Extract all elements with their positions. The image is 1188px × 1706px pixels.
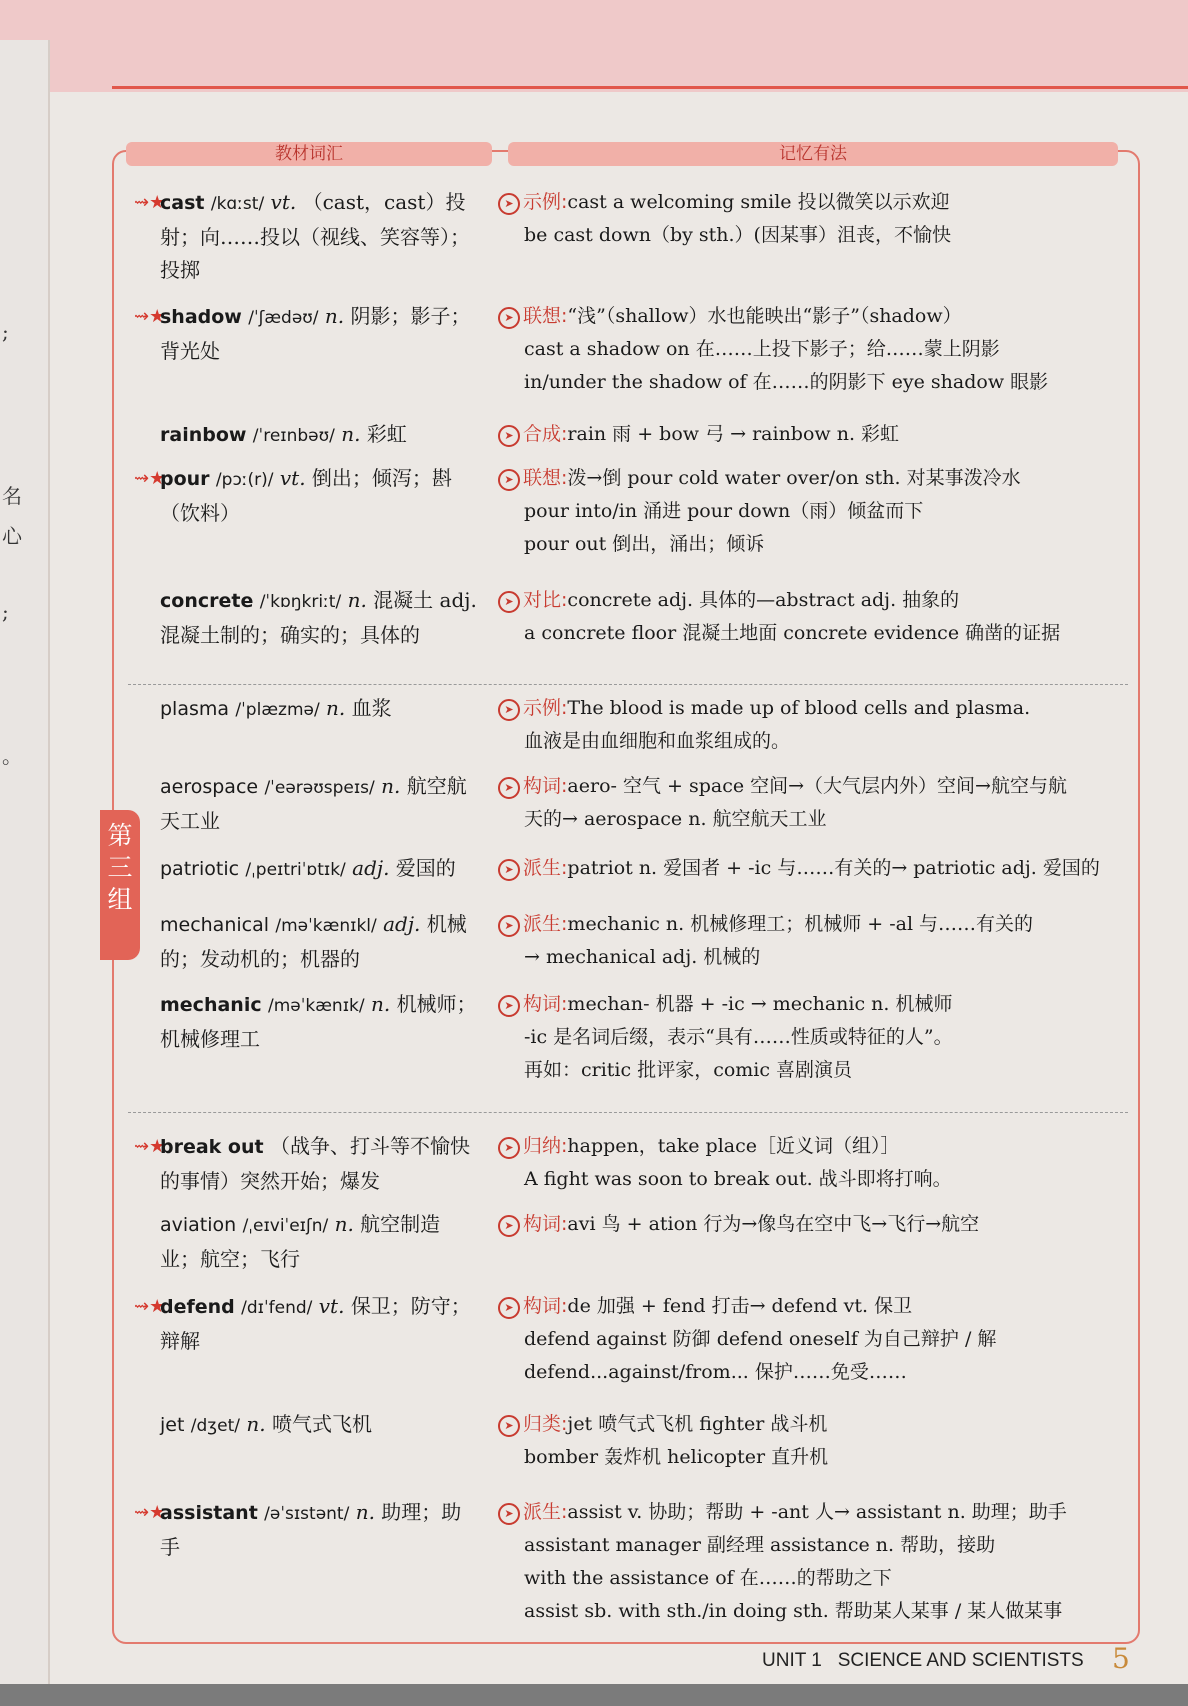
tip-line: avi 鸟 + ation 行为→像鸟在空中飞→飞行→航空 (567, 1213, 980, 1235)
part-of-speech: n. (355, 1500, 375, 1524)
memory-tag: ➤ 构词: (498, 1213, 567, 1235)
definition: 助理；助手 (160, 1500, 462, 1559)
memory-tag: ➤ 联想: (498, 305, 567, 327)
group-separator (128, 684, 1128, 685)
tip-line: assist sb. with sth./in doing sth. 帮助某人某事 / 某人做某事 (524, 1600, 1063, 1622)
memory-tag: ➤ 归类: (498, 1413, 567, 1435)
group-side-tab: 第三组 (100, 810, 140, 960)
key-word-star-icon: ⇝★ (134, 192, 166, 213)
phonetic: /dʒet/ (190, 1416, 240, 1436)
memory-tip (498, 852, 1128, 885)
memory-tag-label: 派生 (523, 1501, 562, 1523)
memory-tag: ➤ 构词: (498, 1295, 567, 1317)
memory-tag-label: 示例 (523, 697, 562, 719)
unit-title: SCIENCE AND SCIENTISTS (837, 1650, 1084, 1671)
memory-tag: ➤ 示例: (498, 191, 567, 213)
tip-line: assist v. 协助；帮助 + -ant 人→ assistant n. 助理；助手 (567, 1501, 1067, 1523)
tip-line: 天的→ aerospace n. 航空航天工业 (524, 808, 827, 830)
memory-tag-label: 合成 (523, 423, 562, 445)
memory-tip (498, 300, 1128, 399)
memory-tag-label: 构词 (523, 993, 562, 1015)
headword: aerospace (160, 776, 259, 798)
tip-line: 泼→倒 pour cold water over/on sth. 对某事泼冷水 (567, 467, 1021, 489)
tip-line: jet 喷气式飞机 fighter 战斗机 (567, 1413, 828, 1435)
memory-tag: ➤ 派生: (498, 1501, 567, 1523)
page-footer (762, 1650, 1084, 1672)
definition: 机械师；机械修理工 (160, 992, 477, 1051)
definition: 保卫；防守；辩解 (160, 1294, 471, 1353)
vocab-entry-headword (160, 584, 480, 652)
tip-line: defend...against/from... 保护……免受…… (524, 1361, 907, 1383)
part-of-speech: n. (341, 422, 361, 446)
part-of-speech: n. (246, 1412, 266, 1436)
facing-mark: 名 (2, 484, 22, 508)
tip-line: mechan- 机器 + -ic → mechanic n. 机械师 (567, 993, 953, 1015)
headword: aviation (160, 1214, 237, 1236)
memory-tip (498, 1290, 1128, 1389)
memory-tip (498, 1408, 1128, 1474)
part-of-speech: adj. (383, 912, 421, 936)
memory-tip (498, 1496, 1128, 1628)
part-of-speech: vt. (318, 1294, 345, 1318)
vocab-entry-headword (160, 770, 480, 838)
memory-tag-label: 对比 (523, 589, 562, 611)
definition: 彩虹 (366, 422, 407, 446)
phonetic: /pɔː(r)/ (215, 470, 274, 490)
key-word-star-icon: ⇝★ (134, 1296, 166, 1317)
vocab-entry-headword (160, 300, 480, 368)
header-tab-vocab: 教材词汇 (126, 142, 492, 166)
definition: 混凝土 adj. 混凝土制的；确实的；具体的 (160, 588, 477, 647)
tip-line: bomber 轰炸机 helicopter 直升机 (524, 1446, 829, 1468)
headword: jet (160, 1414, 185, 1436)
arrow-circle-icon: ➤ (498, 591, 520, 613)
arrow-circle-icon: ➤ (498, 777, 520, 799)
arrow-circle-icon: ➤ (498, 859, 520, 881)
vocab-entry-headword (160, 1130, 480, 1198)
headword: defend (160, 1296, 235, 1318)
memory-tip (498, 462, 1128, 561)
arrow-circle-icon: ➤ (498, 1137, 520, 1159)
memory-tip (498, 770, 1128, 836)
headword: mechanic (160, 994, 262, 1016)
phonetic: /ˈeərəʊspeɪs/ (264, 778, 375, 798)
tip-line: rain 雨 + bow 弓 → rainbow n. 彩虹 (567, 423, 900, 445)
vocab-entry-headword (160, 418, 480, 453)
headword: shadow (160, 306, 242, 328)
memory-tag-label: 示例 (523, 191, 562, 213)
memory-tag: ➤ 构词: (498, 775, 567, 797)
tip-line: a concrete floor 混凝土地面 concrete evidence 确凿的证据 (524, 622, 1061, 644)
key-word-star-icon: ⇝★ (134, 1502, 166, 1523)
arrow-circle-icon: ➤ (498, 193, 520, 215)
memory-tag-label: 构词 (523, 1295, 562, 1317)
key-word-star-icon: ⇝★ (134, 306, 166, 327)
vocab-entry-headword (160, 462, 480, 530)
memory-tag-label: 联想 (523, 305, 562, 327)
tip-line: cast a welcoming smile 投以微笑以示欢迎 (567, 191, 950, 213)
vocab-entry-headword (160, 1496, 480, 1564)
vocab-entry-headword (160, 908, 480, 976)
memory-tag-label: 构词 (523, 1213, 562, 1235)
page-top-band (0, 0, 1188, 92)
memory-tag-label: 派生 (523, 857, 562, 879)
memory-tag: ➤ 对比: (498, 589, 567, 611)
memory-tag-label: 归纳 (523, 1135, 562, 1157)
definition: 航空制造业；航空；飞行 (160, 1212, 441, 1271)
headword: mechanical (160, 914, 270, 936)
tip-line: de 加强 + fend 打击→ defend vt. 保卫 (567, 1295, 913, 1317)
facing-mark: 。 (2, 744, 22, 768)
definition: 爱国的 (395, 856, 456, 880)
arrow-circle-icon: ➤ (498, 1503, 520, 1525)
part-of-speech: vt. (270, 190, 297, 214)
headword: assistant (160, 1502, 258, 1524)
tip-line: happen，take place［近义词（组）］ (567, 1135, 900, 1157)
arrow-circle-icon: ➤ (498, 915, 520, 937)
phonetic: /ˈʃædəʊ/ (248, 308, 319, 328)
memory-tag: ➤ 归纳: (498, 1135, 567, 1157)
key-word-star-icon: ⇝★ (134, 468, 166, 489)
tip-line: in/under the shadow of 在……的阴影下 eye shadow 眼影 (524, 371, 1049, 393)
tip-line: pour out 倒出，涌出；倾诉 (524, 533, 765, 555)
facing-mark: ; (2, 600, 9, 624)
tip-line: be cast down（by sth.）(因某事）沮丧，不愉快 (524, 224, 951, 246)
phonetic: /ˈkɒŋkriːt/ (259, 592, 342, 612)
headword: rainbow (160, 424, 247, 446)
page-bottom-shadow (0, 1684, 1188, 1706)
tip-line: → mechanical adj. 机械的 (524, 946, 761, 968)
memory-tag: ➤ 联想: (498, 467, 567, 489)
memory-tag: ➤ 示例: (498, 697, 567, 719)
tip-line: A fight was soon to break out. 战斗即将打响。 (524, 1168, 952, 1190)
group-separator (128, 1112, 1128, 1113)
memory-tip (498, 692, 1128, 758)
headword: break out (160, 1136, 264, 1158)
part-of-speech: n. (370, 992, 391, 1016)
memory-tag: ➤ 派生: (498, 857, 567, 879)
phonetic: /ˈreɪnbəʊ/ (252, 426, 335, 446)
arrow-circle-icon: ➤ (498, 307, 520, 329)
headword: patriotic (160, 858, 240, 880)
phonetic: /ˌpeɪtriˈɒtɪk/ (245, 860, 346, 880)
tip-line: 再如：critic 批评家，comic 喜剧演员 (524, 1059, 853, 1081)
tip-line: pour into/in 涌进 pour down（雨）倾盆而下 (524, 500, 924, 522)
vocab-entry-headword (160, 852, 480, 887)
memory-tip (498, 1130, 1128, 1196)
tip-line: 血液是由血细胞和血浆组成的。 (524, 730, 791, 752)
memory-tip (498, 418, 1128, 451)
phonetic: /məˈkænɪkl/ (275, 916, 377, 936)
vocab-entry-headword (160, 1290, 480, 1358)
definition: 阴影；影子；背光处 (160, 304, 471, 363)
tip-line: mechanic n. 机械修理工；机械师 + -al 与……有关的 (567, 913, 1034, 935)
unit-label: UNIT 1 (762, 1650, 822, 1671)
top-rule (112, 86, 1188, 89)
facing-page-edge (0, 40, 50, 1706)
memory-tag-label: 归类 (523, 1413, 562, 1435)
memory-tag: ➤ 派生: (498, 913, 567, 935)
arrow-circle-icon: ➤ (498, 699, 520, 721)
headword: concrete (160, 590, 254, 612)
phonetic: /ˌeɪviˈeɪʃn/ (242, 1216, 329, 1236)
tip-line: “浅”（shallow）水也能映出“影子”（shadow） (567, 305, 962, 327)
phonetic: /dɪˈfend/ (241, 1298, 313, 1318)
definition: 航空航天工业 (160, 774, 467, 833)
tip-line: defend against 防御 defend oneself 为自己辩护 / 解 (524, 1328, 997, 1350)
definition: 机械的；发动机的；机器的 (160, 912, 467, 971)
definition: 倒出；倾泻；斟（饮料） (160, 466, 452, 525)
tip-line: concrete adj. 具体的—abstract adj. 抽象的 (567, 589, 960, 611)
definition: 血浆 (351, 696, 392, 720)
vocab-entry-headword (160, 692, 480, 727)
tip-line: The blood is made up of blood cells and plasma. (567, 697, 1031, 719)
tip-line: aero- 空气 + space 空间→（大气层内外）空间→航空与航 (567, 775, 1067, 797)
part-of-speech: n. (347, 588, 367, 612)
part-of-speech: adj. (352, 856, 390, 880)
headword: pour (160, 468, 210, 490)
vocab-entry-headword (160, 988, 480, 1056)
tip-line: assistant manager 副经理 assistance n. 帮助，接助 (524, 1534, 996, 1556)
memory-tag: ➤ 构词: (498, 993, 567, 1015)
header-tab-memory: 记忆有法 (508, 142, 1118, 166)
vocab-entry-headword (160, 186, 480, 287)
memory-tag: ➤ 合成: (498, 423, 567, 445)
definition: 喷气式飞机 (271, 1412, 372, 1436)
memory-tip (498, 988, 1128, 1087)
part-of-speech: n. (334, 1212, 354, 1236)
page-number: 5 (1112, 1642, 1130, 1675)
part-of-speech: n. (324, 304, 345, 328)
arrow-circle-icon: ➤ (498, 995, 520, 1017)
key-word-star-icon: ⇝★ (134, 1136, 166, 1157)
arrow-circle-icon: ➤ (498, 469, 520, 491)
definition: （cast，cast）投射；向……投以（视线、笑容等）；投掷 (160, 190, 470, 282)
memory-tag-label: 构词 (523, 775, 562, 797)
definition: （战争、打斗等不愉快的事情）突然开始；爆发 (160, 1134, 470, 1193)
tip-line: cast a shadow on 在……上投下影子；给……蒙上阴影 (524, 338, 1000, 360)
arrow-circle-icon: ➤ (498, 1297, 520, 1319)
phonetic: /kɑːst/ (210, 194, 265, 214)
memory-tip (498, 186, 1128, 252)
vocab-entry-headword (160, 1208, 480, 1276)
part-of-speech: n. (381, 774, 401, 798)
part-of-speech: n. (326, 696, 346, 720)
memory-tip (498, 584, 1128, 650)
arrow-circle-icon: ➤ (498, 425, 520, 447)
memory-tag-label: 联想 (523, 467, 562, 489)
facing-mark: ; (2, 320, 9, 344)
phonetic: /məˈkænɪk/ (267, 996, 365, 1016)
part-of-speech: vt. (279, 466, 306, 490)
vocab-entry-headword (160, 1408, 480, 1443)
arrow-circle-icon: ➤ (498, 1215, 520, 1237)
facing-mark: 心 (2, 524, 22, 548)
headword: cast (160, 192, 205, 214)
phonetic: /ˈplæzmə/ (235, 700, 320, 720)
tip-line: with the assistance of 在……的帮助之下 (524, 1567, 892, 1589)
memory-tip (498, 1208, 1128, 1241)
memory-tip (498, 908, 1128, 974)
arrow-circle-icon: ➤ (498, 1415, 520, 1437)
headword: plasma (160, 698, 230, 720)
phonetic: /əˈsɪstənt/ (264, 1504, 350, 1524)
tip-line: -ic 是名词后缀，表示“具有……性质或特征的人”。 (524, 1026, 953, 1048)
memory-tag-label: 派生 (523, 913, 562, 935)
tip-line: patriot n. 爱国者 + -ic 与……有关的→ patriotic adj. 爱国的 (567, 857, 1100, 879)
